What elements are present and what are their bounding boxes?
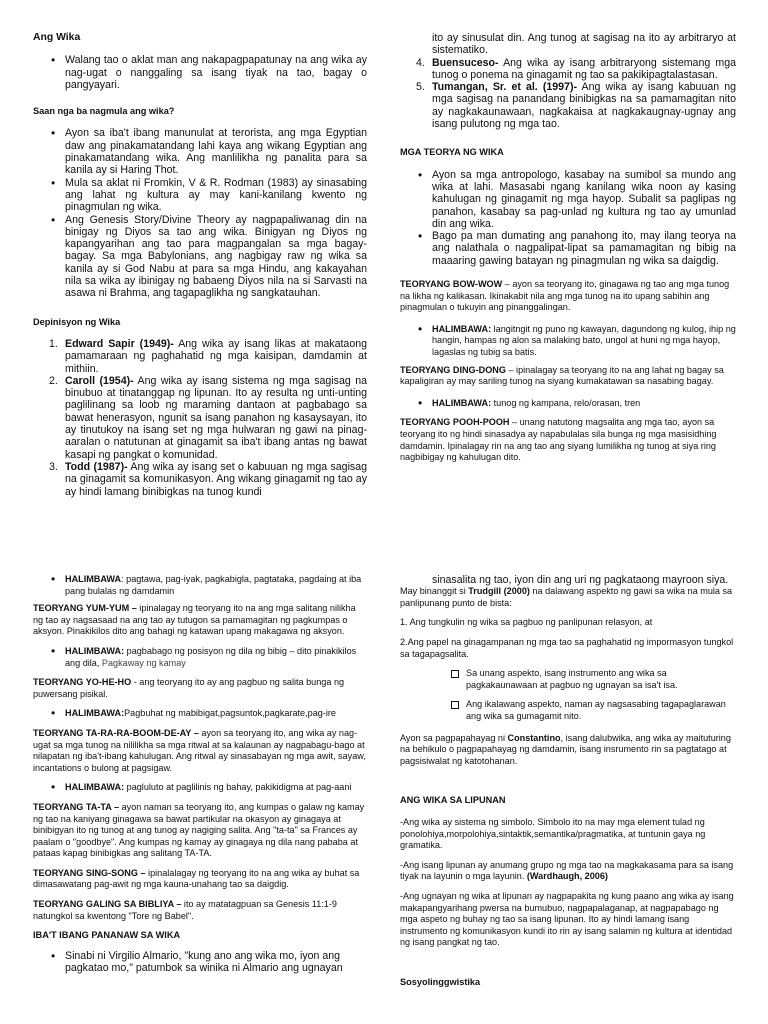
ang-wika-list — [33, 54, 367, 91]
heading-wika-sa-lipunan: ANG WIKA SA LIPUNAN — [400, 795, 506, 806]
list-item: • Ang Genesis Story/Divine Theory ay nagpapaliwanag din na binigay ng Diyos sa tao ang wika. Binigyan ng Diyos ng kapangyarihan ang tao para magpangalan sa mga bagay-bagay. Sa mga Babylonians, ang nagbigay raw ng wika sa kanila ay si God Nabu at para sa mga Hindu, ang kakayahan nila sa wika ay ibinigay ng babaeng Diyos nila na si Sarvasti na asawa ni Brahma, ang tagapaglikha ng sangkatauhan. — [65, 214, 367, 300]
depinisyon-list — [33, 338, 367, 498]
author-name: Constantino — [507, 732, 561, 743]
item-text: Ang wika ay isang likas at makataong pamamaraan ng paghahatid ng mga kaisipan, damdamin at mithiin. — [65, 337, 367, 375]
theory-term: TEORYANG GALING SA BIBLIYA – — [33, 899, 182, 910]
yumyum-example — [33, 646, 367, 669]
lipunan-paragraph-1: -Ang wika ay sistema ng simbolo. Simbolo ito na may mga element tulad ng ponolohiya,morpolohiya,sintaktik,semantika/pragmatika, at tuntunin gaya ng gramatika. — [400, 817, 706, 851]
example-text-gray: Pagkaway ng kamay — [101, 657, 186, 668]
theory-text: – unang natutong magsalita ang mga tao, ayon sa teoryang ito ng hindi sinasadya ay napabulalas sila bunga ng mga masisidhing damdamin. Ipinalagay rin na ang tao ang siyang lumilikha ng tunog at siya ring nagbibigay ng kahulugan dito. — [400, 417, 717, 463]
list-item: Sa unang aspekto, isang instrumento ang wika sa pagkakaunawaan at pagbuo ng ugnayan sa isa't isa. — [466, 668, 736, 691]
heading-ang-wika: Ang Wika — [33, 32, 81, 43]
list-item — [432, 324, 736, 359]
example-text: pagluluto at paglilinis ng bahay, pakikidigma at pag-aani — [124, 782, 352, 793]
list-item — [49, 337, 367, 375]
list-item — [432, 398, 736, 410]
yumyum-paragraph — [33, 603, 367, 638]
item-text: Ang wika ay isang set o kabuuan ng mga sagisag na ginagamit sa komunikasyon. Ang wikang ginagamit ng tao ay ay hindi lamang binibigkas na tunog kundi — [65, 460, 367, 498]
item-term: Todd (1987)- — [65, 460, 128, 473]
list-item: • Ayon sa iba't ibang manunulat at terorista, ang mga Egyptian daw ang pinakamatandang lahi kaya ang wikang Egyptian ang pinakamatandang wika. Ang manlilikha ng panalita para sa kanila ay si Haring Thot. — [65, 127, 367, 176]
tarara-paragraph — [33, 728, 367, 774]
aspect-point-2: 2.Ang papel na ginagampanan ng mga tao sa paghahatid ng impormasyon tungkol sa tagapagsalita. — [400, 637, 734, 659]
list-item — [65, 646, 367, 669]
author-name: Trudgill (2000) — [468, 586, 530, 597]
constantino-paragraph — [400, 733, 736, 768]
continued-text: sinasalita ng tao, iyon din ang uri ng pagkataong mayroon siya. — [432, 574, 729, 586]
example-label: HALIMBAWA: — [432, 397, 492, 408]
item-term: Caroll (1954)- — [65, 374, 134, 387]
list-item — [65, 782, 367, 794]
page2-right-column — [400, 574, 736, 989]
item-text: Ang wika ay isang arbitraryong sistemang mga tunog o ponema na ginagamit ng tao sa pakikipagtalastasan. — [432, 56, 736, 81]
list-item — [65, 708, 367, 720]
depinisyon-list-cont — [400, 57, 736, 131]
list-item — [416, 81, 737, 131]
yoheho-example — [33, 708, 367, 720]
example-text: : pagtawa, pag-iyak, pagkabigla, pagtataka, pagdaing at iba pang bulalas ng damdamin — [65, 574, 362, 596]
item-number: 2. — [49, 374, 58, 387]
dingdong-paragraph — [400, 365, 736, 388]
heading-saan: Saan nga ba nagmula ang wika? — [33, 106, 175, 117]
item-term: Edward Sapir (1949)- — [65, 337, 174, 350]
tata-paragraph — [33, 802, 367, 860]
trudgill-paragraph — [400, 586, 736, 609]
pananaw-list — [33, 950, 367, 975]
theory-text: ayon naman sa teoryang ito, ang kumpas o galaw ng kamay ng tao na kaniyang ginagawa sa bawat partikular na okasyon ay ginagaya at binibigyan ito ng tunog at ang tunog ay nagiging salita. Ang "ta-ta" sa Frances ay paalam o "goodbye". Ang kumpas ng kamay ay ginagaya ng dila nang pababa at pataas kapag binibigkas ang salitang TA-TA. — [33, 801, 365, 859]
item-number: 3. — [49, 460, 58, 473]
page1-right-column — [400, 32, 736, 464]
poohpooh-example — [33, 574, 367, 597]
example-text: Pagbuhat ng mabibigat,pagsuntok,pagkarate,pag-ire — [124, 708, 336, 719]
theory-text: ayon sa teoryang ito, ang wika ay nag-ugat sa mga tunog na nililikha sa mga ritwal at sa kalaunan ay nagpabagu-bago at nilapatan ng iba't-ibang kahulugan. Ang ritwal ay sinasabayan ng mga awit, sayaw, incantations o bulong at pagsigaw. — [33, 727, 366, 773]
theory-text: ipinalalagay ng teoryang ito na ang wika ay buhat sa dimasawatang pag-awit ng mga kauna-unahang tao sa daigdig. — [33, 867, 360, 890]
example-text: langitngit ng puno ng kawayan, dagundong ng kulog, ihip ng hangin, hampas ng alon sa malaking bato, ungol at huni ng mga hayop, lagaslas ng tubig sa batis. — [432, 323, 736, 358]
theory-text: – ayon sa teoryang ito, ginagawa ng tao ang mga tunog na likha ng kalikasan. Ikinakabit nila ang mga tunog na ito upang sabihin ang pinagmulan o tukuyin ang pinanggalingan. — [400, 279, 730, 313]
example-text: pagbabago ng posisyon ng dila ng bibig – dito pinakikilos ang dila, — [65, 645, 357, 668]
poohpooh-paragraph — [400, 417, 736, 463]
continued-text: ito ay sinusulat din. Ang tunog at sagisag na ito ay arbitraryo at sistematiko. — [432, 32, 736, 57]
example-text: tunog ng kampana, relo/orasan, tren — [491, 397, 641, 408]
page2-left-column — [33, 574, 367, 974]
list-item — [416, 56, 736, 82]
singsong-paragraph — [33, 868, 367, 891]
heading-depinisyon: Depinisyon ng Wika — [33, 316, 121, 327]
list-item — [49, 460, 367, 498]
bowwow-example — [400, 324, 736, 359]
lipunan-paragraph-3: -Ang ugnayan ng wika at lipunan ay nagpapakita ng kung paano ang wika ay isang makapangyarihang pwersa na bumubuo, nagpapalaganap, at nagpapabago ng mga aspeto ng buhay ng tao sa isang lipunan. Ito ay hindi lamang isang instrumento ng komunikasyon kundi ito rin ay isang salamin ng kultura at identidad ng isang pangkat ng tao. — [400, 890, 734, 948]
teorya-list — [400, 169, 736, 267]
theory-term: TEORYANG TA-RA-RA-BOOM-DE-AY – — [33, 727, 199, 738]
heading-ibat-ibang-pananaw: IBA'T IBANG PANANAW SA WIKA — [33, 930, 181, 941]
text-pre: May binanggit si — [400, 586, 469, 597]
list-item — [49, 374, 367, 461]
item-term: Buensuceso- — [432, 56, 499, 69]
list-item: • Ayon sa mga antropologo, kasabay na sumibol sa mundo ang wika at lahi. Masasabi ngang kanilang wika noon ay kasing kahulugan ng ginagamit ng mga hayop. Subalit sa paglipas ng panahon, kasabay sa pag-unlad ng kultura ng tao ay umunlad din ang wika. — [432, 169, 736, 230]
item-term: Tumangan, Sr. et al. (1997)- — [432, 81, 578, 94]
example-label: HALIMBAWA — [65, 574, 122, 584]
bowwow-paragraph — [400, 279, 736, 314]
item-number: 1. — [49, 337, 58, 350]
example-label: HALIMBAWA: — [65, 782, 125, 793]
item-text: Ang wika ay isang sistema ng mga sagisag na binubuo at tinatanggap ng lipunan. Ito ay resulta ng unti-unting paglilinang sa loob ng maraming dantaon at pagbabago sa bawat henerasyon, ngunit sa isang panahon ng kasaysayan, ito ay tinutukoy na isang set ng mga hulwaran ng gawi na pinag-aaralan o natutunan at ginagamit sa iba't ibang antas ng bawat kasapi ng pangkat o komunidad. — [65, 374, 367, 461]
page-2 — [0, 560, 768, 1024]
theory-term: TEORYANG BOW-WOW — [400, 279, 503, 290]
theory-term: TEORYANG SING-SONG – — [33, 867, 146, 878]
theory-text: - ang teoryang ito ay ang pagbuo ng salita bunga ng puwersang pisikal. — [33, 677, 345, 699]
list-item: • Bago pa man dumating ang panahong ito, may ilang teorya na ang nalathala o nagpalipat-lipat sa pamamagitan ng bibig na maaaring gawing batayan ng pinagmulan ng wika sa daigdig. — [432, 230, 736, 267]
theory-term: TEORYANG YUM-YUM – — [33, 603, 137, 614]
list-item: • Walang tao o aklat man ang nakapagpapatunay na ang wika ay nag-ugat o nanggaling sa isang tiyak na tao, bagay o pangyayari. — [65, 54, 367, 91]
text-pre: Ayon sa pagpapahayag ni — [400, 732, 508, 743]
theory-term: TEORYANG DING-DONG — [400, 364, 506, 375]
list-item: • Mula sa aklat ni Fromkin, V & R. Rodman (1983) ay sinasabing ang lahat ng kultura ay may kani-kanilang kwento ng pinagmulan ng wika. — [65, 177, 367, 214]
item-number: 5. — [416, 81, 425, 94]
saan-list — [33, 127, 367, 299]
example-label: HALIMBAWA: — [432, 323, 492, 334]
dingdong-example — [400, 398, 736, 410]
text-post: , isang dalubwika, ang wika ay maituturing na behikulo o pagpapahayag ng damdamin, isang insrumento rin sa pagtatago at pagsisiwalat ng katotohanan. — [400, 732, 731, 766]
theory-text: ito ay matatagpuan sa Genesis 11:1-9 natungkol sa kwentong "Tore ng Babel". — [33, 899, 337, 921]
heading-sosyolinggwistika: Sosyolinggwistika — [400, 976, 481, 987]
list-item: • Sinabi ni Virgilio Almario, "kung ano ang wika mo, iyon ang pagkatao mo," patumbok sa winika ni Almario ang ugnayan — [65, 950, 367, 975]
aspect-point-1: 1. Ang tungkulin ng wika sa pagbuo ng panlipunan relasyon, at — [400, 617, 653, 628]
lipunan-paragraph-2 — [400, 860, 736, 883]
theory-term: TEORYANG TA-TA – — [33, 801, 120, 812]
theory-term: TEORYANG YO-HE-HO — [33, 677, 132, 688]
example-label: HALIMBAWA: — [65, 708, 125, 719]
theory-text: ipinalagay ng teoryang ito na ang mga salitang nilikha ng tao ay nagsasaad na ang tao ay tutugon sa pamamagitan ng pagkumpas o aksyon. Pinakikilos dito ang bahagi ng katawan upang makagawa ng aksyon. — [33, 603, 356, 637]
example-label: HALIMBAWA: — [65, 645, 125, 656]
item-text: Ang wika ay isang kabuuan ng mga sagisag na panandang binibigkas na sa pamamagitan nito ay nagkakaunawaan, nagkakaisa at nagkakaugnay-ugnay ang isang pulutong ng mga tao. — [432, 81, 737, 131]
theory-text: – ipinalagay sa teoryang ito na ang lahat ng bagay sa kapaligiran ay may sariling tunog na siyang kumakatawan sa nasabing bagay. — [400, 364, 724, 387]
text-post: na dalawang aspekto ng gawi sa wika na mula sa panlipunang punto de bista: — [400, 586, 733, 608]
list-item — [65, 574, 367, 597]
citation: (Wardhaugh, 2006) — [526, 871, 608, 882]
yoheho-paragraph — [33, 677, 367, 700]
paragraph-text: -Ang isang lipunan ay anumang grupo ng mga tao na magkakasama para sa isang tiyak na layunin o mga layunin. — [400, 859, 734, 882]
theory-term: TEORYANG POOH-POOH — [400, 417, 510, 428]
heading-mga-teorya: MGA TEORYA NG WIKA — [400, 147, 504, 158]
bibliya-paragraph — [33, 899, 367, 922]
page1-left-column — [33, 32, 367, 498]
item-number: 4. — [416, 56, 425, 69]
list-item: Ang ikalawang aspekto, naman ay nagsasabing tagapaglarawan ang wika sa gumagamit nito. — [466, 699, 736, 722]
tarara-example — [33, 782, 367, 794]
aspect-list — [400, 668, 736, 722]
